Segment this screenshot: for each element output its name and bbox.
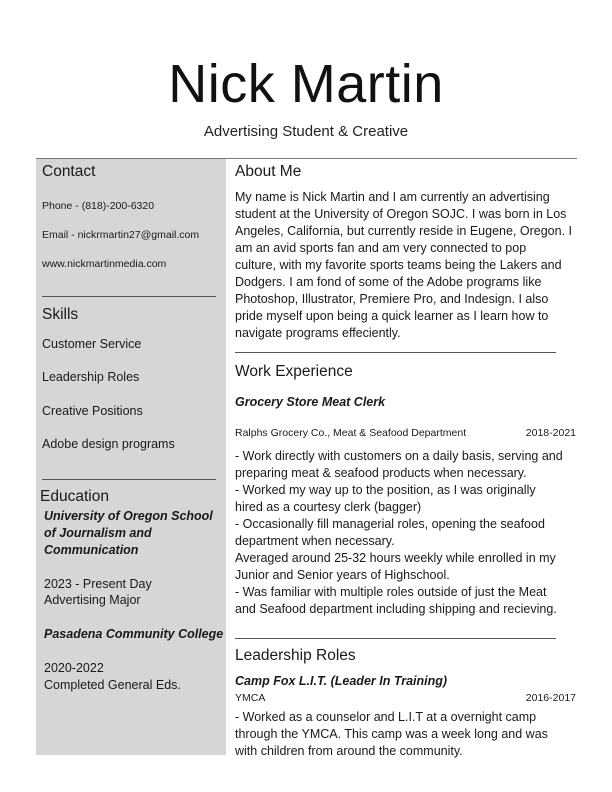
skills-divider bbox=[42, 479, 216, 480]
work-divider bbox=[235, 638, 556, 639]
leadership-org: YMCA bbox=[235, 692, 266, 704]
leadership-role-title: Camp Fox L.I.T. (Leader In Training) bbox=[235, 674, 448, 688]
about-heading: About Me bbox=[235, 163, 302, 180]
resume-name: Nick Martin bbox=[168, 54, 444, 114]
education-school2: Pasadena Community College bbox=[44, 627, 224, 641]
leadership-heading: Leadership Roles bbox=[235, 647, 356, 664]
contact-divider bbox=[42, 296, 216, 297]
about-divider bbox=[235, 352, 556, 353]
education-school-line: Communication bbox=[44, 543, 139, 557]
education-dates: 2020-2022 bbox=[44, 661, 104, 675]
contact-website: www.nickmartinmedia.com bbox=[42, 258, 167, 270]
resume-subtitle: Advertising Student & Creative bbox=[203, 123, 409, 140]
skill-item: Customer Service bbox=[42, 337, 142, 351]
skills-heading: Skills bbox=[42, 306, 79, 323]
contact-email: Email - nickrmartin27@gmail.com bbox=[42, 229, 200, 241]
leadership-description: - Worked as a counselor and L.I.T at a overnight camp through the YMCA. This camp was a week long and was with children from around the community. bbox=[235, 710, 548, 758]
job-description: - Work directly with customers on a daily basis, serving and preparing meat & seafood products when necessary. - Worked my way up to the position, as I was originally hired as a courtesy clerk (bagger) - Occasionally fill managerial roles, opening the seafood department when necessary. Averaged around 25-32 hours weekly while enrolled in my Junior and Senior years of Highschool. - Was familiar with multiple roles outside of just the Meat and Seafood department including shipping and recieving. bbox=[235, 449, 563, 616]
skill-item: Adobe design programs bbox=[42, 437, 175, 451]
contact-heading: Contact bbox=[42, 163, 96, 180]
work-heading: Work Experience bbox=[235, 363, 353, 380]
education-school-line: University of Oregon School bbox=[44, 509, 213, 523]
job-years: 2018-2021 bbox=[525, 427, 576, 439]
skill-item: Creative Positions bbox=[42, 404, 143, 418]
job-title: Grocery Store Meat Clerk bbox=[235, 395, 386, 409]
education-major: Advertising Major bbox=[44, 593, 141, 607]
education-dates: 2023 - Present Day bbox=[44, 577, 152, 591]
skill-item: Leadership Roles bbox=[42, 370, 140, 384]
job-company: Ralphs Grocery Co., Meat & Seafood Department bbox=[235, 427, 467, 439]
education-heading: Education bbox=[40, 488, 109, 505]
education-school-line: of Journalism and bbox=[44, 526, 152, 540]
about-paragraph: My name is Nick Martin and I am currently an advertising student at the University of Oregon SOJC. I was born in Los Angeles, California, but currently reside in Eugene, Oregon. I am an avid sports fan and am very connected to pop culture, with my favorite sports teams being the Lakers and Dodgers. I am fond of some of the Adobe programs like Photoshop, Illustrator, Premiere Pro, and Indesign. I also pride myself upon being a quick learner as I learn how to navigate programs effeciently. bbox=[235, 190, 572, 340]
education-detail: Completed General Eds. bbox=[44, 678, 181, 692]
contact-phone: Phone - (818)-200-6320 bbox=[42, 200, 155, 212]
leadership-years: 2016-2017 bbox=[525, 692, 576, 704]
